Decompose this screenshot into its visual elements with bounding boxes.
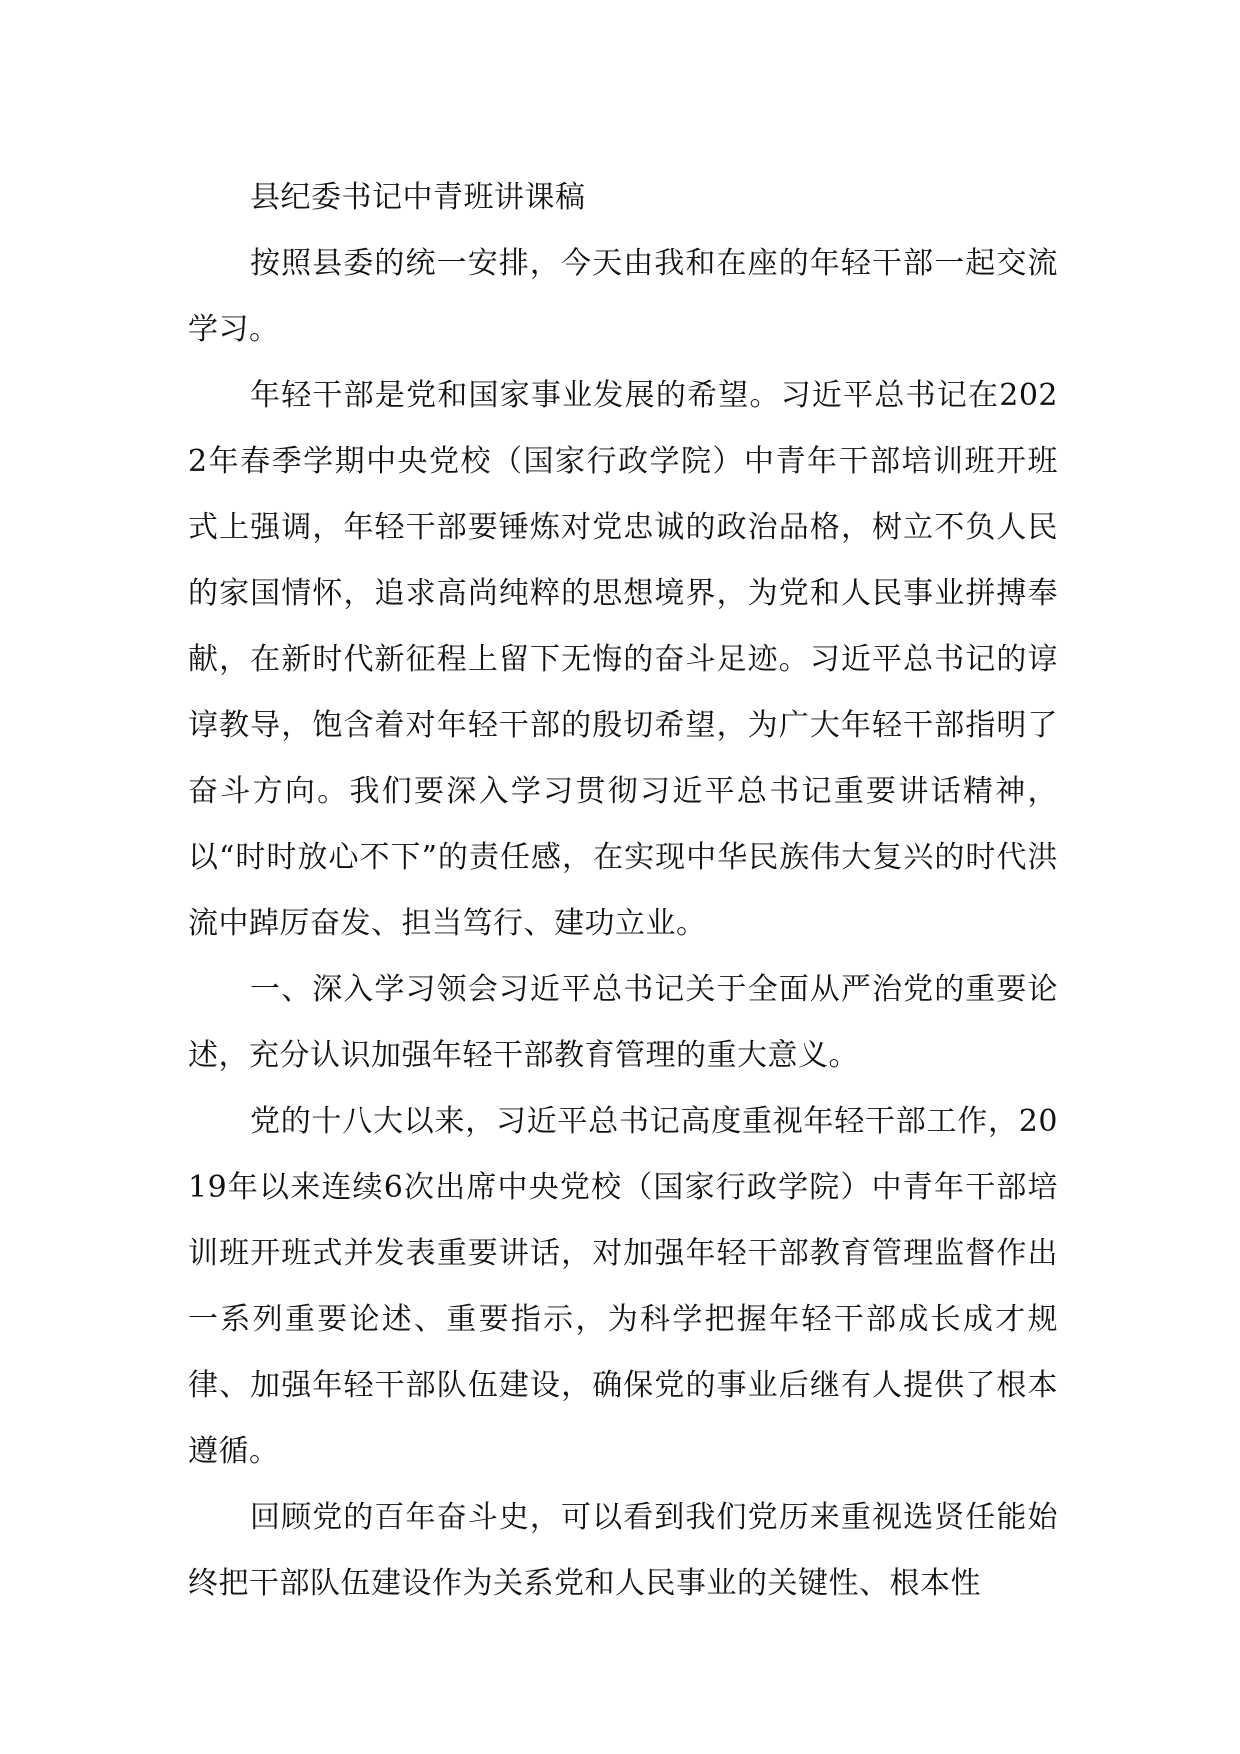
document-title: 县纪委书记中青班讲课稿 xyxy=(250,180,586,215)
section-heading-1: 一、深入学习领会习近平总书记关于全面从严治党的重要论述，充分认识加强年轻干部教育管理的重大意义。 xyxy=(188,972,1058,1073)
paragraph-party-history: 回顾党的百年奋斗史，可以看到我们党历来重视选贤任能始终把干部队伍建设作为关系党和人民事业的关键性、根本性 xyxy=(188,1500,1058,1601)
document-body xyxy=(188,165,1058,1617)
paragraph-since-18th-congress: 党的十八大以来，习近平总书记高度重视年轻干部工作，2019年以来连续6次出席中央党校（国家行政学院）中青年干部培训班开班式并发表重要讲话，对加强年轻干部教育管理监督作出一系列重要论述、重要指示，为科学把握年轻干部成长成才规律、加强年轻干部队伍建设，确保党的事业后继有人提供了根本遵循。 xyxy=(188,1104,1058,1469)
paragraph-intro: 按照县委的统一安排，今天由我和在座的年轻干部一起交流学习。 xyxy=(188,246,1058,347)
paragraph-young-cadres-hope: 年轻干部是党和国家事业发展的希望。习近平总书记在2022年春季学期中央党校（国家行政学院）中青年干部培训班开班式上强调，年轻干部要锤炼对党忠诚的政治品格，树立不负人民的家国情怀，追求高尚纯粹的思想境界，为党和人民事业拼搏奉献，在新时代新征程上留下无悔的奋斗足迹。习近平总书记的谆谆教导，饱含着对年轻干部的殷切希望，为广大年轻干部指明了奋斗方向。我们要深入学习贯彻习近平总书记重要讲话精神，以“时时放心不下”的责任感，在实现中华民族伟大复兴的时代洪流中踔厉奋发、担当笃行、建功立业。 xyxy=(188,378,1058,941)
